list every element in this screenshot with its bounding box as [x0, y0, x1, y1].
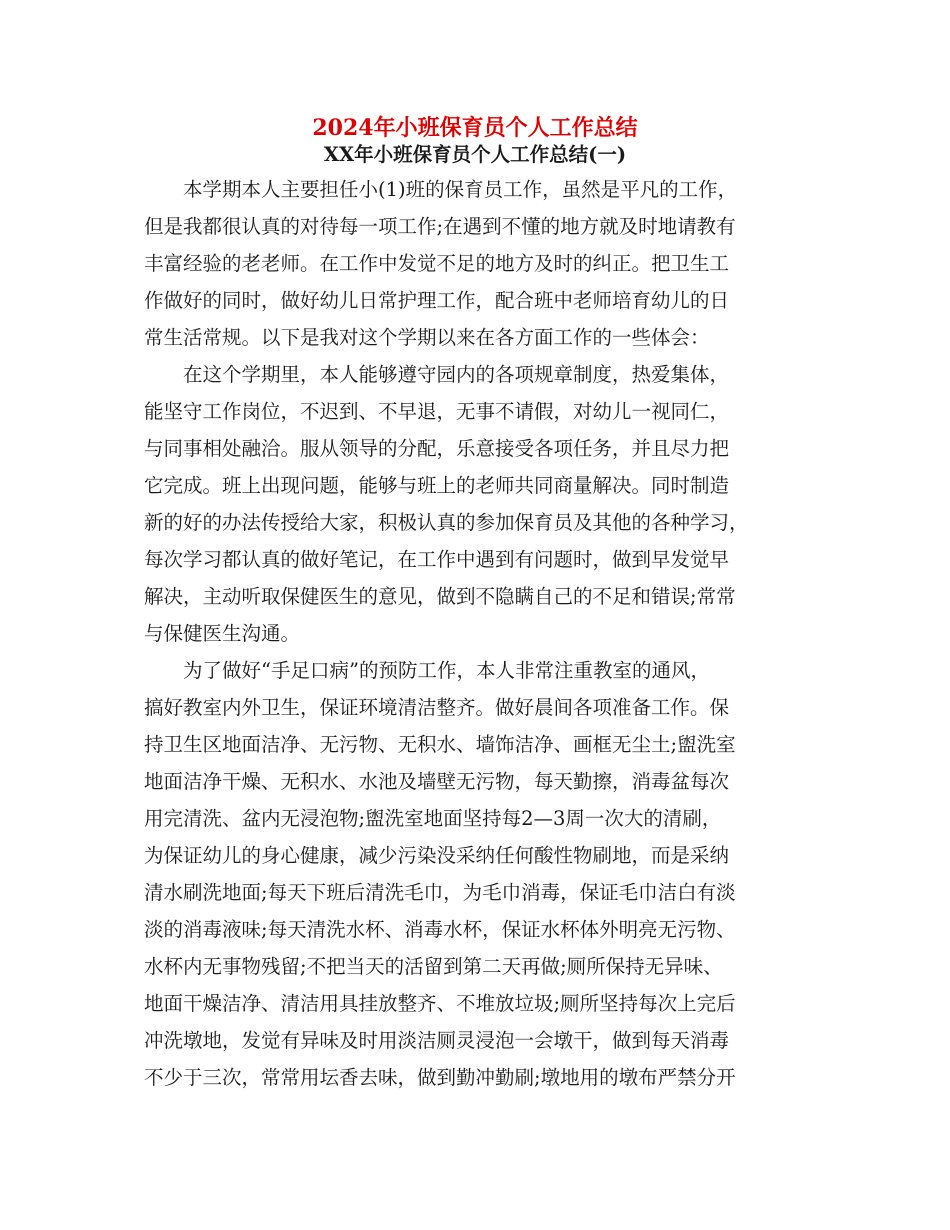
text-line: 每次学习都认真的做好笔记，在工作中遇到有问题时，做到早发觉早 [144, 548, 730, 571]
text-line: 与同事相处融洽。服从领导的分配，乐意接受各项任务，并且尽力把 [144, 437, 730, 460]
text-line: 为了做好“手足口病”的预防工作，本人非常注重教室的通风， [183, 659, 710, 682]
text-line: 淡的消毒液味;每天清洗水杯、消毒水杯，保证水杯体外明亮无污物、 [144, 918, 736, 941]
text-line: 搞好教室内外卫生，保证环境清洁整齐。做好晨间各项准备工作。保 [144, 696, 730, 719]
document-title: 2024年小班保育员个人工作总结 [312, 115, 638, 141]
text-line: 地面干燥洁净、清洁用具挂放整齐、不堆放垃圾;厕所坚持每次上完后 [144, 992, 736, 1015]
text-line: 为保证幼儿的身心健康，减少污染没采纳任何酸性物刷地，而是采纳 [144, 844, 730, 867]
text-line: 冲洗墩地，发觉有异味及时用淡洁厕灵浸泡一会墩干，做到每天消毒 [144, 1029, 730, 1052]
text-line: 它完成。班上出现问题，能够与班上的老师共同商量解决。同时制造 [144, 474, 730, 497]
text-line: 本学期本人主要担任小(1)班的保育员工作，虽然是平凡的工作， [183, 178, 738, 201]
text-line: 常生活常规。以下是我对这个学期以来在各方面工作的一些体会： [144, 326, 710, 349]
text-line: 作做好的同时，做好幼儿日常护理工作，配合班中老师培育幼儿的日 [144, 289, 730, 312]
text-line: 丰富经验的老老师。在工作中发觉不足的地方及时的纠正。把卫生工 [144, 252, 730, 275]
text-line: 地面洁净干燥、无积水、水池及墙壁无污物，每天勤擦，消毒盆每次 [144, 770, 730, 793]
document-subtitle: XX年小班保育员个人工作总结(一) [323, 143, 627, 166]
text-line: 持卫生区地面洁净、无污物、无积水、墙饰洁净、画框无尘土;盥洗室 [144, 733, 736, 756]
text-line: 新的好的办法传授给大家，积极认真的参加保育员及其他的各种学习， [144, 511, 749, 534]
text-line: 水杯内无事物残留;不把当天的活留到第二天再做;厕所保持无异味、 [144, 955, 723, 978]
text-line: 用完清洗、盆内无浸泡物;盥洗室地面坚持每2—3周一次大的清刷， [144, 807, 722, 830]
text-line: 但是我都很认真的对待每一项工作;在遇到不懂的地方就及时地请教有 [144, 215, 736, 238]
text-line: 能坚守工作岗位，不迟到、不早退，无事不请假，对幼儿一视同仁， [144, 400, 730, 423]
text-line: 与保健医生沟通。 [144, 622, 301, 645]
text-line: 清水刷洗地面;每天下班后清洗毛巾，为毛巾消毒，保证毛巾洁白有淡 [144, 881, 736, 904]
text-line: 在这个学期里，本人能够遵守园内的各项规章制度，热爱集体， [183, 363, 730, 386]
text-line: 解决，主动听取保健医生的意见，做到不隐瞒自己的不足和错误;常常 [144, 585, 736, 608]
text-line: 不少于三次，常常用坛香去味，做到勤冲勤刷;墩地用的墩布严禁分开 [144, 1066, 736, 1089]
